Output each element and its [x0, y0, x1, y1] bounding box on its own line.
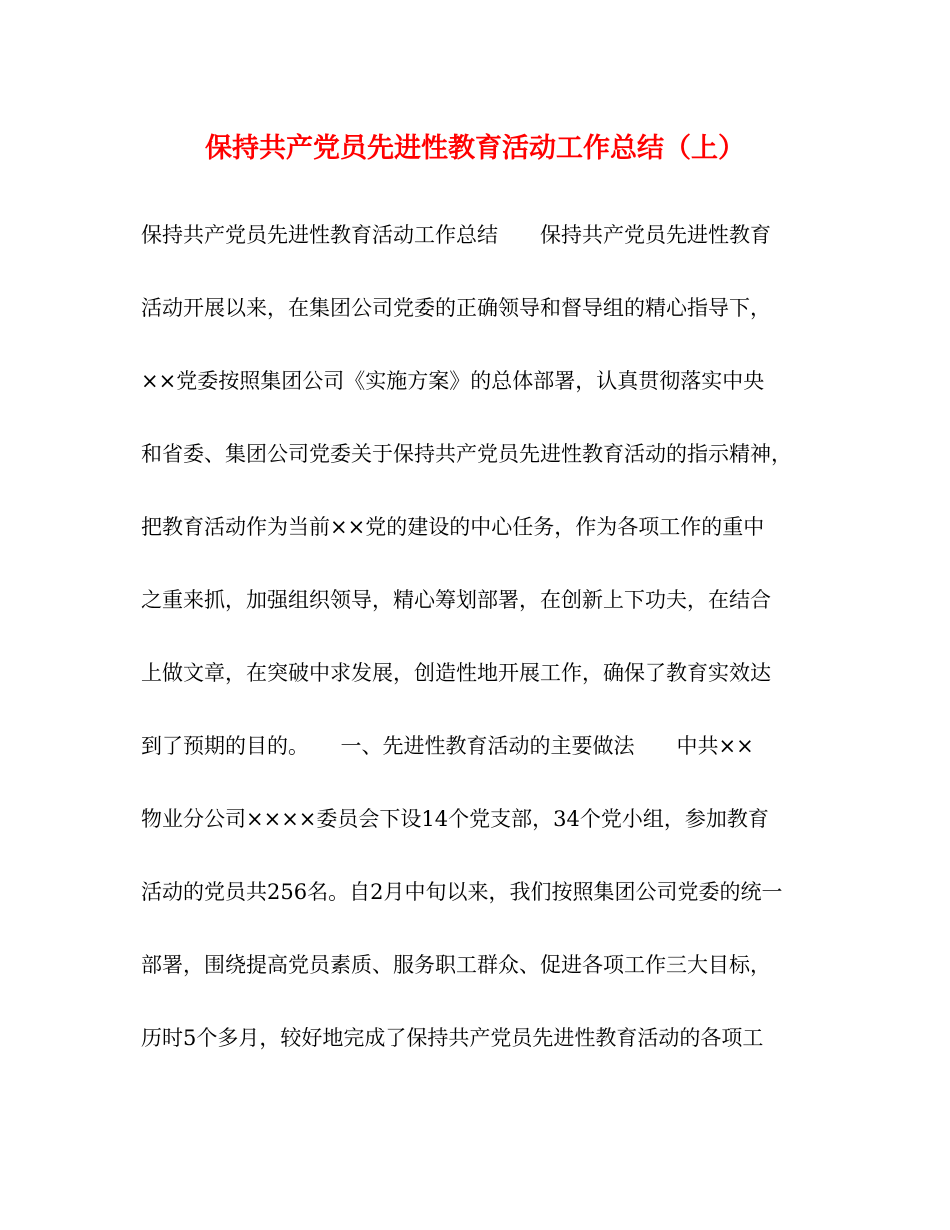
body-line: 历时5个多月，较好地完成了保持共产党员先进性教育活动的各项工 — [141, 1026, 764, 1050]
body-line: 活动开展以来，在集团公司党委的正确领导和督导组的精心指导下， — [141, 296, 771, 320]
body-line: 到了预期的目的。 一、先进性教育活动的主要做法 中共×× — [141, 734, 754, 758]
body-line: 部署，围绕提高党员素质、服务职工群众、促进各项工作三大目标， — [141, 953, 771, 977]
body-line: 上做文章，在突破中求发展，创造性地开展工作，确保了教育实效达 — [141, 661, 771, 685]
body-line: 把教育活动作为当前××党的建设的中心任务，作为各项工作的重中 — [141, 515, 765, 539]
body-line: 物业分公司××××委员会下设14个党支部，34个党小组，参加教育 — [141, 807, 769, 831]
body-line: 活动的党员共256名。自2月中旬以来，我们按照集团公司党委的统一 — [141, 880, 783, 904]
body-line: 之重来抓，加强组织领导，精心筹划部署，在创新上下功夫，在结合 — [141, 588, 771, 612]
body-line: 和省委、集团公司党委关于保持共产党员先进性教育活动的指示精神， — [141, 442, 792, 466]
body-line: 保持共产党员先进性教育活动工作总结 保持共产党员先进性教育 — [141, 223, 771, 247]
body-line: ××党委按照集团公司《实施方案》的总体部署，认真贯彻落实中央 — [141, 369, 765, 393]
document-body — [141, 210, 821, 1086]
document-title: 保持共产党员先进性教育活动工作总结（上） — [205, 133, 745, 164]
